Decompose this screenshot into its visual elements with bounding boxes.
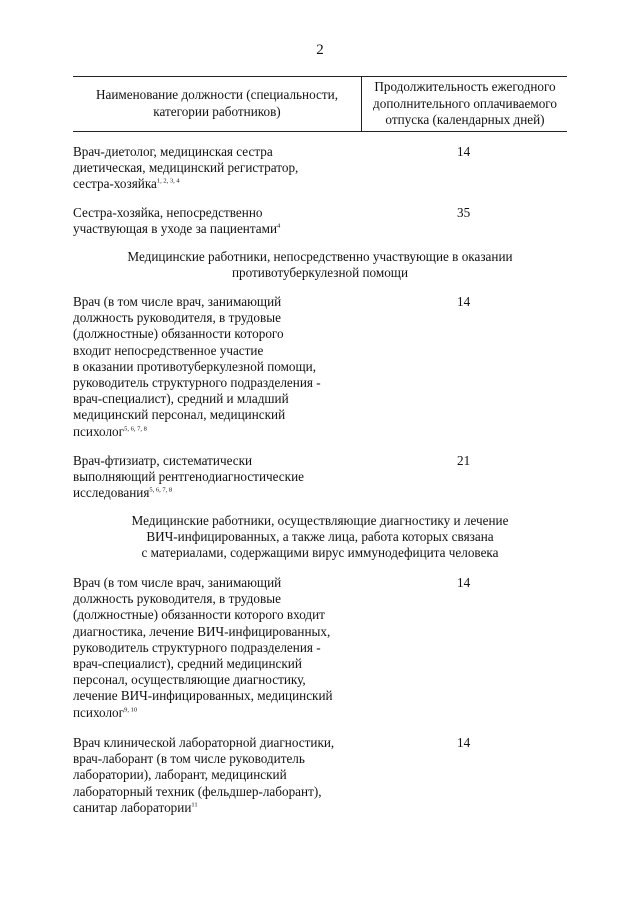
page-number: 2 <box>316 42 324 58</box>
position-name: Врач (в том числе врач, занимающий должность руководителя, в трудовые (должностные) обязанности которого входит непосредственное участие в оказании противотуберкулезной помощи, руководитель структурного подразделения - врач-специалист), средний и младший медицинский персонал, медицинский психолог$^{5, 6, 7, 8}$ <box>73 294 321 439</box>
leave-days: 14 <box>457 735 471 750</box>
header-leave-duration: Продолжительность ежегодного дополнительного оплачиваемого отпуска (календарных дней) <box>373 79 557 127</box>
position-name: Врач клинической лабораторной диагностики, врач-лаборант (в том числе руководитель лаборатории), лаборант, медицинский лабораторный техник (фельдшер-лаборант), санитар лаборатории$^{11}$ <box>73 735 335 815</box>
footnote-ref: 5, 6, 7, 8 <box>149 487 173 495</box>
footnote-ref: 11 <box>191 801 198 809</box>
table-row <box>73 205 567 237</box>
footnote-ref: 5, 6, 7, 8 <box>124 425 147 433</box>
section-heading: Медицинские работники, осуществляющие диагностику и лечение ВИЧ-инфицированных, а также лица, работа которых связана с материалами, содержащими вирус иммунодефицита человека <box>131 513 509 561</box>
table-row <box>73 735 567 816</box>
leave-days: 14 <box>457 294 471 309</box>
footnote-ref: 9, 10 <box>124 706 138 714</box>
leave-days: 35 <box>457 205 471 220</box>
section-heading: Медицинские работники, непосредственно участвующие в оказании противотуберкулезной помощи <box>127 249 513 281</box>
footnote-ref: 4 <box>277 222 281 230</box>
position-name: Врач-диетолог, медицинская сестра диетическая, медицинский регистратор, сестра-хозяйка$^{1, 2, 3, 4}$ <box>73 144 299 192</box>
position-name: Сестра-хозяйка, непосредственно участвующая в уходе за пациентами$^4$ <box>73 205 281 237</box>
table-row <box>73 453 567 502</box>
leave-days: 14 <box>457 144 471 159</box>
leave-days: 21 <box>457 453 471 468</box>
position-name: Врач (в том числе врач, занимающий должность руководителя, в трудовые (должностные) обязанности которого входит диагностика, лечение ВИЧ-инфицированных, руководитель структурного подразделения - врач-специалист), средний медицинский персонал, осуществляющие диагностику, лечение ВИЧ-инфицированных, медицинский психолог$^{9, 10}$ <box>73 575 333 720</box>
table-row <box>73 144 567 193</box>
leave-table-header <box>73 76 567 132</box>
position-name: Врач-фтизиатр, систематически выполняющий рентгенодиагностические исследования$^{5, 6, 7, 8}$ <box>73 453 304 501</box>
leave-days: 14 <box>457 575 471 590</box>
table-row <box>73 294 567 440</box>
footnote-ref: 1, 2, 3, 4 <box>156 178 180 186</box>
header-position-name: Наименование должности (специальности, категории работников) <box>95 87 338 119</box>
table-row <box>73 575 567 721</box>
